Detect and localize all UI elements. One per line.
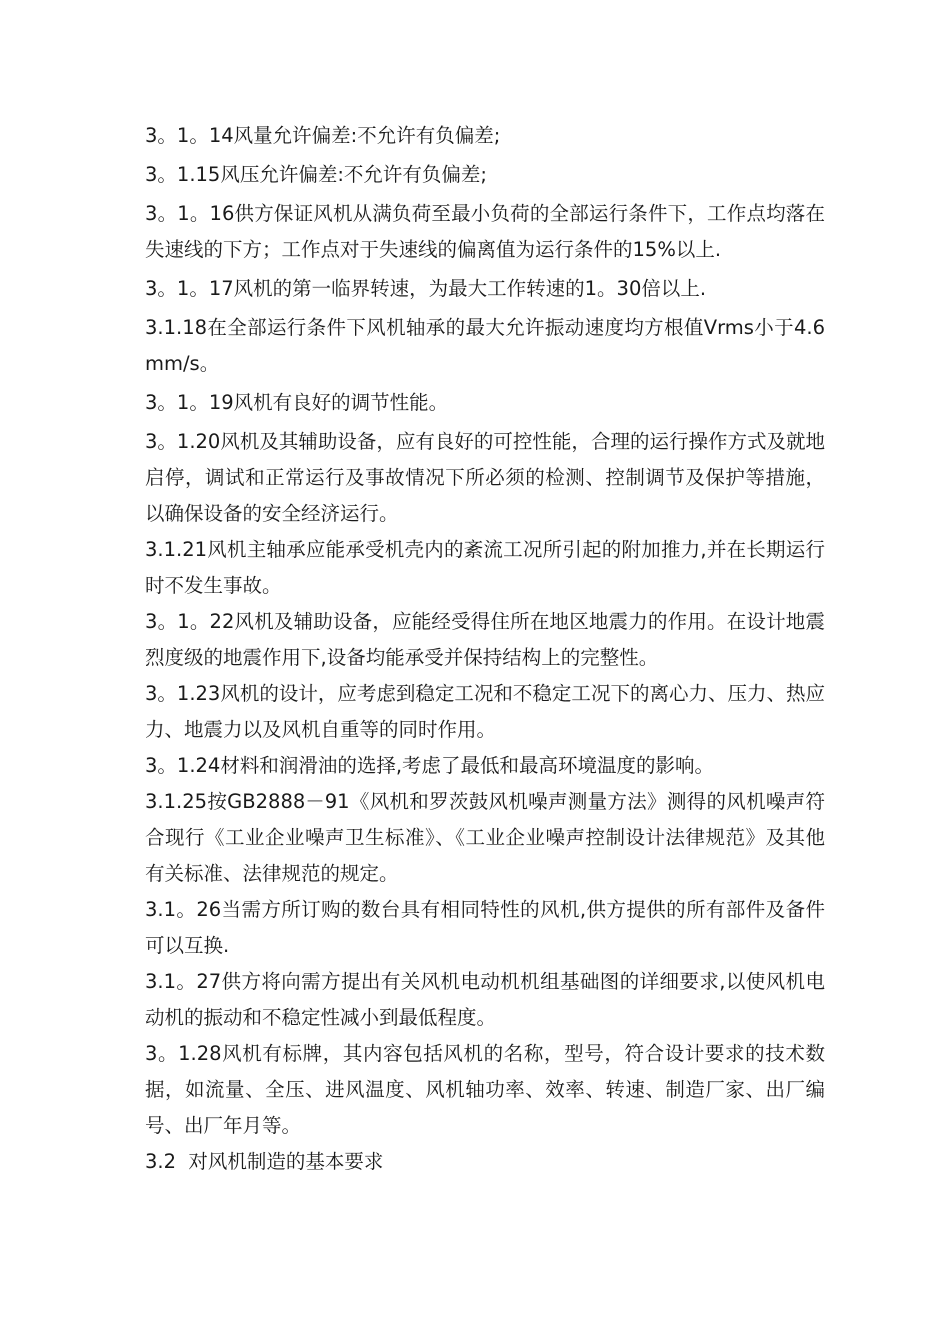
paragraph-3-1-14: 3。1。14风量允许偏差:不允许有负偏差;	[145, 124, 501, 147]
paragraph-3-1-25: 3.1.25按GB2888－91《风机和罗茨鼓风机噪声测量方法》测得的风机噪声符合现行《工业企业噪声卫生标准》、《工业企业噪声控制设计法律规范》及其他有关标准、法律规范的规定。	[145, 790, 825, 885]
section-heading-3-2: 3.2 对风机制造的基本要求	[145, 1150, 384, 1173]
paragraph-3-1-28: 3。1.28风机有标牌，其内容包括风机的名称，型号，符合设计要求的技术数据，如流量、全压、进风温度、风机轴功率、效率、转速、制造厂家、出厂编号、出厂年月等。	[145, 1042, 825, 1137]
paragraph-3-1-24: 3。1.24材料和润滑油的选择,考虑了最低和最高环境温度的影响。	[145, 754, 715, 777]
paragraph-3-1-23: 3。1.23风机的设计，应考虑到稳定工况和不稳定工况下的离心力、压力、热应力、地震力以及风机自重等的同时作用。	[145, 682, 825, 741]
paragraph-3-1-17: 3。1。17风机的第一临界转速，为最大工作转速的1。30倍以上.	[145, 277, 707, 300]
paragraph-3-1-26: 3.1。26当需方所订购的数台具有相同特性的风机,供方提供的所有部件及备件可以互换.	[145, 898, 825, 957]
paragraph-3-1-22: 3。1。22风机及辅助设备，应能经受得住所在地区地震力的作用。在设计地震烈度级的地震作用下,设备均能承受并保持结构上的完整性。	[145, 610, 825, 669]
paragraph-3-1-19: 3。1。19风机有良好的调节性能。	[145, 391, 449, 414]
paragraph-3-1-18: 3.1.18在全部运行条件下风机轴承的最大允许振动速度均方根值Vrms小于4.6mm/s。	[145, 316, 825, 375]
paragraph-3-1-16: 3。1。16供方保证风机从满负荷至最小负荷的全部运行条件下，工作点均落在失速线的下方；工作点对于失速线的偏离值为运行条件的15%以上.	[145, 202, 825, 261]
paragraph-3-1-20: 3。1.20风机及其辅助设备，应有良好的可控性能，合理的运行操作方式及就地启停，调试和正常运行及事故情况下所必须的检测、控制调节及保护等措施，以确保设备的安全经济运行。	[145, 430, 825, 525]
paragraph-3-1-15: 3。1.15风压允许偏差:不允许有负偏差;	[145, 163, 487, 186]
document-page	[145, 118, 825, 1180]
paragraph-3-1-21: 3.1.21风机主轴承应能承受机壳内的紊流工况所引起的附加推力,并在长期运行时不发生事故。	[145, 538, 825, 597]
paragraph-3-1-27: 3.1。27供方将向需方提出有关风机电动机机组基础图的详细要求,以使风机电动机的振动和不稳定性减小到最低程度。	[145, 970, 825, 1029]
